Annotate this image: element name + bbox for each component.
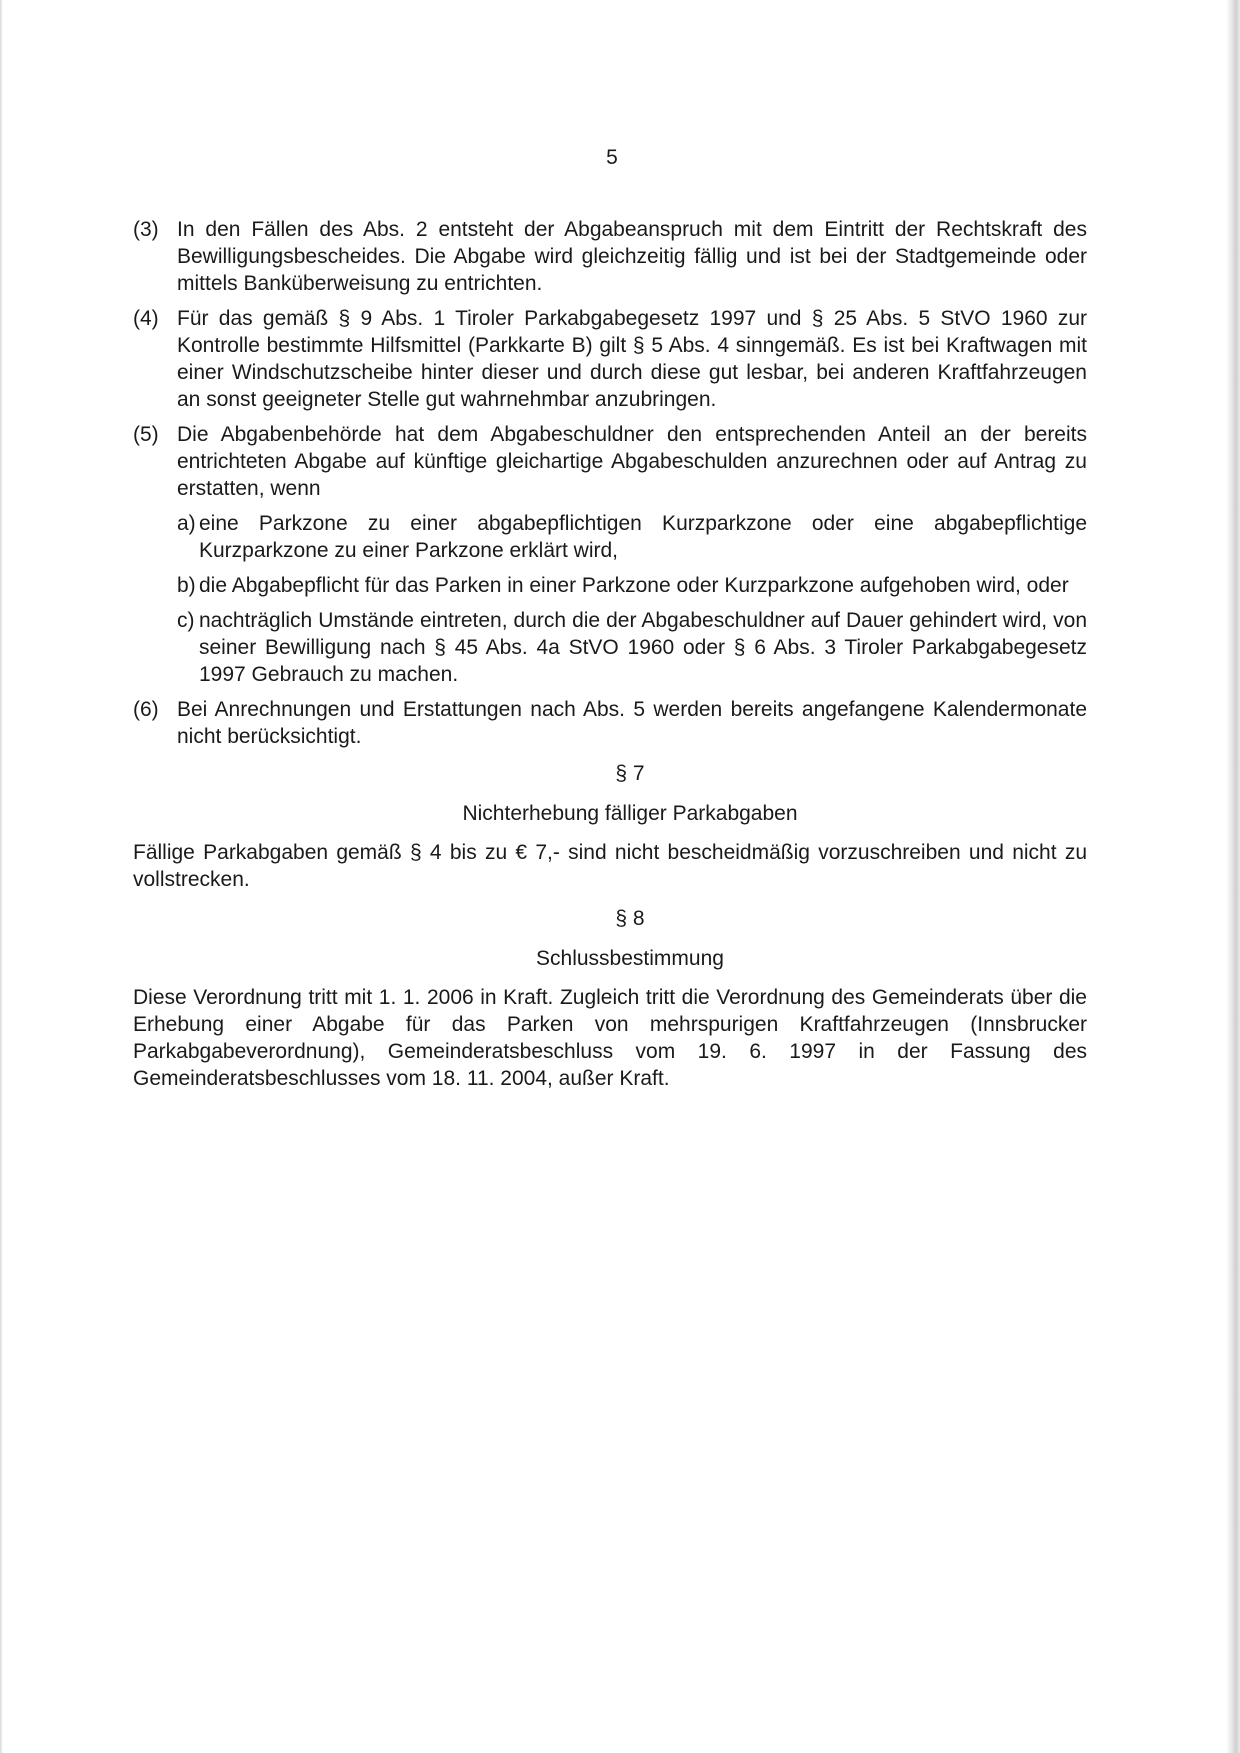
paragraph-5 — [133, 421, 1087, 502]
list-item-letter: a) — [177, 512, 196, 535]
list-item-letter: c) — [177, 609, 195, 632]
list-item — [177, 510, 1087, 564]
paragraph-text: In den Fällen des Abs. 2 entsteht der Abgabeanspruch mit dem Eintritt der Rechtskraft des Bewilligungsbescheides. Die Abgabe wird gleichzeitig fällig und ist bei der Stadtgemeinde oder mittels Banküberweisung zu entrichten. — [177, 218, 1087, 295]
paragraph-text: Die Abgabenbehörde hat dem Abgabeschuldner den entsprechenden Anteil an der bereits entrichteten Abgabe auf künftige gleichartige Abgabeschulden anzurechnen oder auf Antrag zu erstatten, wenn — [177, 423, 1087, 500]
list-item — [177, 572, 1087, 599]
section-7-heading: § 7 — [615, 762, 645, 785]
document-body — [133, 216, 1087, 1104]
paragraph-4 — [133, 305, 1087, 413]
list-item — [177, 607, 1087, 688]
scan-edge-left — [0, 0, 3, 1753]
page-number: 5 — [606, 146, 618, 169]
scan-edge-right — [1226, 0, 1240, 1753]
paragraph-3 — [133, 216, 1087, 297]
list-item-letter: b) — [177, 574, 196, 597]
paragraph-text: Bei Anrechnungen und Erstattungen nach Abs. 5 werden bereits angefangene Kalendermonate nicht berücksichtigt. — [177, 698, 1087, 748]
section-7-text: Fällige Parkabgaben gemäß § 4 bis zu € 7,- sind nicht bescheidmäßig vorzuschreiben und nicht zu vollstrecken. — [133, 841, 1087, 891]
paragraph-text: Für das gemäß § 9 Abs. 1 Tiroler Parkabgabegesetz 1997 und § 25 Abs. 5 StVO 1960 zur Kontrolle bestimmte Hilfsmittel (Parkkarte B) gilt § 5 Abs. 4 sinngemäß. Es ist bei Kraftwagen mit einer Windschutzscheibe hinter dieser und durch diese gut lesbar, bei anderen Kraftfahrzeugen an sonst geeigneter Stelle gut wahrnehmbar anzubringen. — [177, 307, 1087, 411]
list-item-text: nachträglich Umstände eintreten, durch die der Abgabeschuldner auf Dauer gehindert wird, von seiner Bewilligung nach § 45 Abs. 4a StVO 1960 oder § 6 Abs. 3 Tiroler Parkabgabegesetz 1997 Gebrauch zu machen. — [199, 609, 1087, 686]
section-8-title: Schlussbestimmung — [536, 947, 724, 970]
list-item-text: eine Parkzone zu einer abgabepflichtigen Kurzparkzone oder eine abgabepflichtige Kurzparkzone zu einer Parkzone erklärt wird, — [199, 512, 1087, 562]
paragraph-6 — [133, 696, 1087, 750]
list-item-text: die Abgabepflicht für das Parken in einer Parkzone oder Kurzparkzone aufgehoben wird, oder — [199, 574, 1069, 597]
paragraph-5-sublist — [177, 510, 1087, 688]
section-7-title: Nichterhebung fälliger Parkabgaben — [462, 802, 798, 825]
paragraph-number: (5) — [133, 423, 159, 446]
section-8-heading: § 8 — [615, 907, 645, 930]
paragraph-number: (4) — [133, 307, 159, 330]
paragraph-number: (6) — [133, 698, 159, 721]
paragraph-number: (3) — [133, 218, 159, 241]
section-8-text: Diese Verordnung tritt mit 1. 1. 2006 in Kraft. Zugleich tritt die Verordnung des Gemeinderats über die Erhebung einer Abgabe für das Parken von mehrspurigen Kraftfahrzeugen (Innsbrucker Parkabgabeverordnung), Gemeinderatsbeschluss vom 19. 6. 1997 in der Fassung des Gemeinderatsbeschlusses vom 18. 11. 2004, außer Kraft. — [133, 986, 1087, 1090]
